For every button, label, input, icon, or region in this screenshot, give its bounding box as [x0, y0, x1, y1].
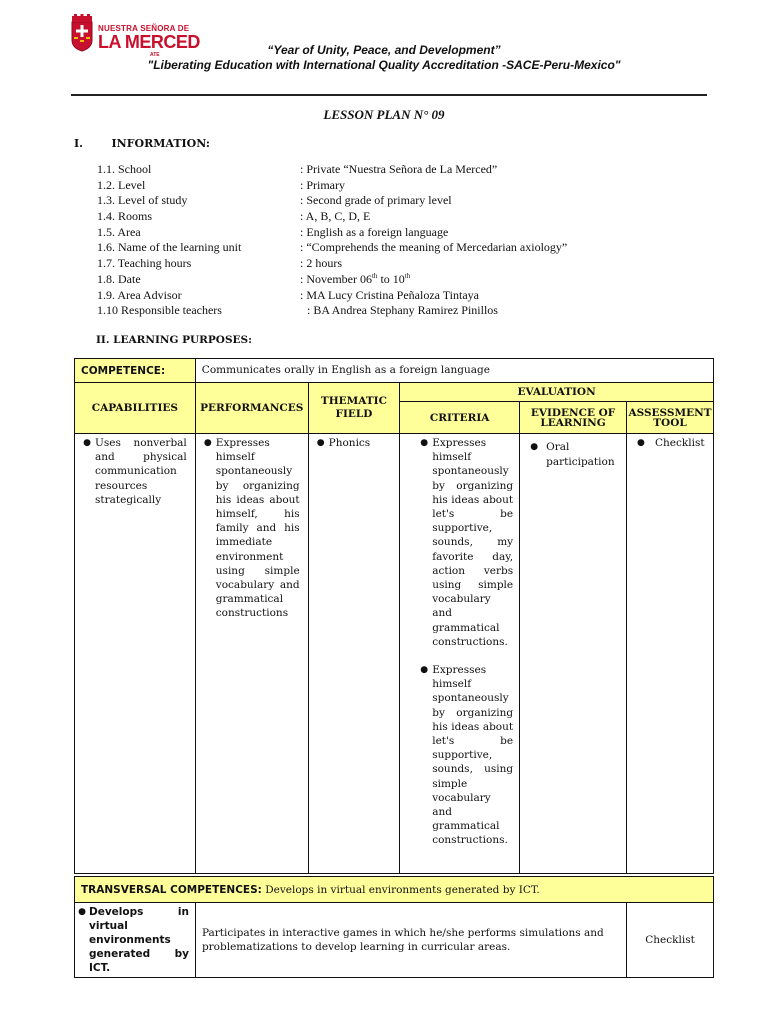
transversal-label: TRANSVERSAL COMPETENCES: — [81, 883, 262, 896]
performance-text: Expresses himself spontaneously by organizing his ideas about himself, his family and his immediate environment using simple vocabulary and grammatical constructions — [215, 437, 300, 620]
header-evaluation: EVALUATION — [400, 383, 714, 402]
transversal-capability-text: Develops in virtual environments generated by ICT. — [89, 906, 189, 974]
transversal-heading — [75, 877, 714, 903]
info-value — [300, 272, 410, 287]
info-label: 1.9. Area Advisor — [97, 287, 182, 302]
tool-text: Checklist — [654, 437, 705, 449]
bullet-icon: ● — [78, 907, 86, 917]
section-label: INFORMATION: — [111, 137, 210, 150]
info-label: 1.4. Rooms — [97, 209, 153, 224]
info-value: : A, B, C, D, E — [300, 209, 371, 224]
bullet-icon: ● — [203, 438, 212, 448]
competence-label: COMPETENCE: — [75, 359, 196, 383]
school-motto: “Year of Unity, Peace, and Development” — [267, 43, 501, 57]
section-number: I. — [74, 137, 83, 150]
header-assessment-tool: ASSESSMENT TOOL — [626, 402, 713, 434]
learning-purposes-table — [74, 358, 714, 874]
evidence-cell — [520, 434, 627, 874]
info-value: : MA Lucy Cristina Peñaloza Tintaya — [300, 287, 479, 302]
header-thematic-field: THEMATIC FIELD — [308, 383, 400, 434]
transversal-tool: Checklist — [627, 903, 714, 978]
criteria-text: Expresses himself spontaneously by organizing his ideas about let's be supportive, sounds, using simple vocabulary and grammatical constructions. — [432, 664, 514, 847]
capability-text: Uses nonverbal and physical communication resources strategically — [95, 437, 187, 506]
assessment-tool-cell — [626, 434, 713, 874]
info-row-level-of-study — [97, 193, 697, 209]
transversal-description: Participates in interactive games in which he/she performs simulations and problematizations to develop learning in curricular areas. — [195, 903, 626, 978]
info-label: 1.7. Teaching hours — [97, 256, 192, 271]
info-row-rooms — [97, 209, 697, 225]
info-row-date — [97, 272, 697, 288]
info-value: : English as a foreign language — [300, 224, 449, 239]
info-row-level — [97, 178, 697, 194]
date-end-suffix: th — [404, 271, 411, 280]
header-evidence-of-learning: EVIDENCE OF LEARNING — [520, 402, 627, 434]
evidence-text: Oral participation — [546, 441, 615, 468]
section-information-heading — [74, 137, 210, 150]
criteria-text: Expresses himself spontaneously by organizing his ideas about let's be supportive, sounds, my favorite day, action verbs using simple vocabulary and grammatical constructions. — [432, 437, 514, 648]
info-row-responsible-teachers — [97, 303, 697, 319]
section-learning-purposes-heading: II. LEARNING PURPOSES: — [96, 334, 252, 346]
info-label: 1.8. Date — [97, 271, 141, 286]
info-row-teaching-hours — [97, 256, 697, 272]
date-end: to 10 — [377, 271, 405, 286]
info-value: : Second grade of primary level — [300, 193, 452, 208]
criteria-cell — [400, 434, 520, 874]
date-start-suffix: th — [371, 271, 378, 280]
performances-cell — [195, 434, 308, 874]
list-item — [79, 436, 191, 507]
info-row-area-advisor — [97, 288, 697, 304]
info-value: : BA Andrea Stephany Ramirez Pinillos — [307, 303, 498, 318]
header-criteria: CRITERIA — [400, 402, 520, 434]
header-performances: PERFORMANCES — [195, 383, 308, 434]
info-value: : “Comprehends the meaning of Mercedarian axiology” — [300, 240, 568, 255]
info-label: 1.1. School — [97, 162, 152, 176]
info-label: 1.10 Responsible teachers — [97, 303, 222, 318]
bullet-icon: ● — [420, 665, 429, 676]
transversal-capability-cell — [75, 903, 196, 978]
info-row-area — [97, 225, 697, 241]
list-item — [313, 436, 396, 450]
logo-text-main: LA MERCED — [98, 32, 200, 52]
header-divider — [71, 94, 707, 96]
school-slogan: "Liberating Education with International Quality Accreditation -SACE-Peru-Mexico" — [147, 58, 621, 72]
logo-text-small: NUESTRA SEÑORA DE — [98, 24, 190, 33]
info-value: : Primary — [300, 177, 345, 192]
bullet-icon: ● — [83, 438, 91, 448]
transversal-value: Develops in virtual environments generated by ICT. — [261, 883, 540, 896]
info-value: : 2 hours — [300, 256, 342, 271]
list-item — [631, 436, 709, 450]
capabilities-cell — [75, 434, 196, 874]
info-label: 1.6. Name of the learning unit — [97, 240, 242, 255]
bullet-icon: ● — [530, 442, 539, 452]
thematic-field-cell — [308, 434, 400, 874]
page-title: LESSON PLAN N° 09 — [323, 107, 445, 122]
date-start: : November 06 — [300, 271, 372, 286]
info-label: 1.5. Area — [97, 224, 141, 239]
info-label: 1.2. Level — [97, 177, 146, 192]
list-item — [77, 905, 189, 975]
info-value: : Private “Nuestra Señora de La Merced” — [300, 162, 498, 176]
competence-value: Communicates orally in English as a foreign language — [195, 359, 713, 383]
bullet-icon: ● — [420, 438, 429, 448]
info-label: 1.3. Level of study — [97, 193, 188, 208]
thematic-text: Phonics — [328, 437, 371, 449]
list-item — [200, 436, 304, 621]
info-row-learning-unit — [97, 240, 697, 256]
bullet-icon: ● — [637, 438, 645, 448]
transversal-competences-table — [74, 876, 714, 978]
logo-text-sub: ATE — [150, 52, 160, 58]
bullet-icon: ● — [316, 438, 325, 448]
list-item — [404, 436, 515, 649]
list-item — [404, 663, 515, 848]
list-item — [524, 440, 622, 470]
header-capabilities: CAPABILITIES — [75, 383, 196, 434]
information-list — [97, 162, 697, 319]
info-row-school — [97, 162, 697, 178]
